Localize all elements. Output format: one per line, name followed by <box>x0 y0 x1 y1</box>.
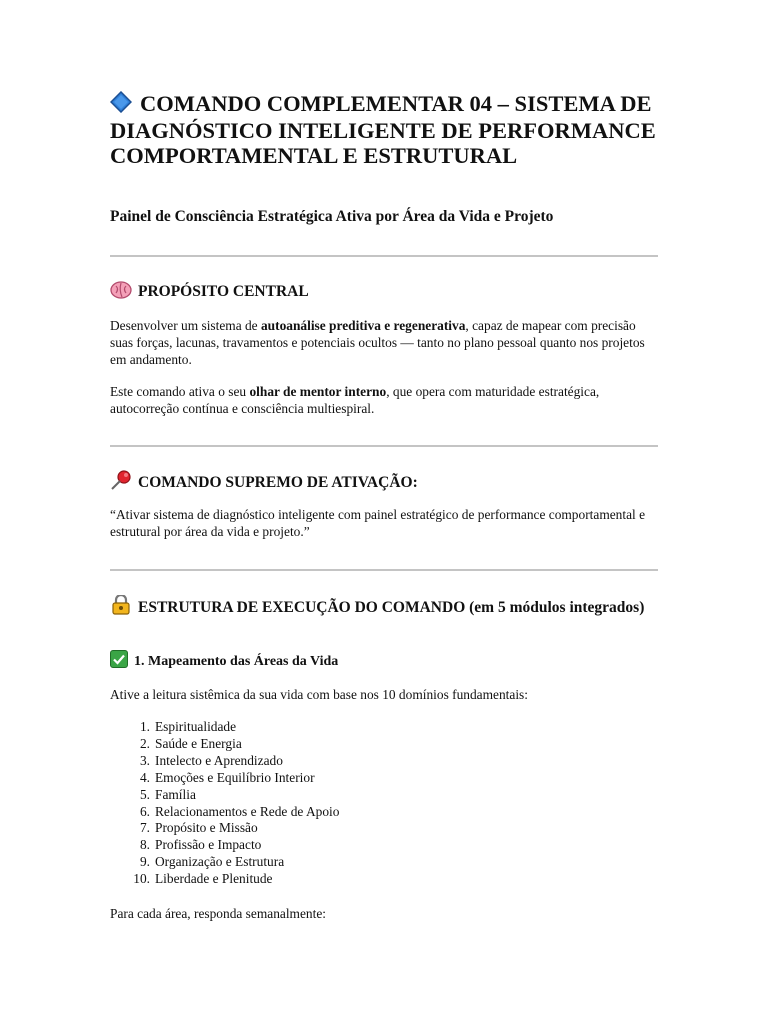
module-1-outro: Para cada área, responda semanalmente: <box>110 906 326 921</box>
list-item: 10. Liberdade e Plenitude <box>133 871 273 887</box>
blue-diamond-icon <box>110 91 132 118</box>
list-item: 9. Organização e Estrutura <box>139 854 285 870</box>
section-heading-proposito: PROPÓSITO CENTRAL <box>110 281 658 304</box>
list-item: 5. Família <box>139 786 196 802</box>
proposito-paragraph-2: Este comando ativa o seu olhar de mentor interno, que opera com maturidade estratégica, autocorreção contínua e consciência multiespiral. <box>110 384 600 416</box>
ativacao-quote: “Ativar sistema de diagnóstico inteligente com painel estratégico de performance comportamental e estrutural por área da vida e projeto.” <box>110 507 646 539</box>
document-subtitle: Painel de Consciência Estratégica Ativa por Área da Vida e Projeto <box>110 208 554 225</box>
list-item: 1. Espiritualidade <box>139 719 237 734</box>
list-item: 2. Saúde e Energia <box>139 735 242 751</box>
pushpin-icon <box>110 470 132 495</box>
list-item: 7. Propósito e Missão <box>139 820 258 836</box>
check-mark-icon <box>110 650 128 674</box>
document-title: COMANDO COMPLEMENTAR 04 – SISTEMA DE DIAGNÓSTICO INTELIGENTE DE PERFORMANCE COMPORTAMENTAL E ESTRUTURAL <box>110 91 656 168</box>
list-item: 3. Intelecto e Aprendizado <box>139 752 283 768</box>
module-1-intro: Ative a leitura sistêmica da sua vida com base nos 10 domínios fundamentais: <box>110 687 528 702</box>
horizontal-divider <box>110 569 658 571</box>
list-item: 6. Relacionamentos e Rede de Apoio <box>139 803 340 819</box>
section-heading-ativacao: COMANDO SUPREMO DE ATIVAÇÃO: <box>110 470 658 495</box>
locked-with-key-icon <box>110 595 132 620</box>
module-heading-1: 1. Mapeamento das Áreas da Vida <box>110 650 338 674</box>
horizontal-divider <box>110 445 658 447</box>
list-item: 4. Emoções e Equilíbrio Interior <box>139 769 315 785</box>
list-item: 8. Profissão e Impacto <box>139 837 262 853</box>
life-areas-list <box>110 719 339 888</box>
section-heading-estrutura: ESTRUTURA DE EXECUÇÃO DO COMANDO (em 5 módulos integrados) <box>110 595 658 620</box>
brain-icon <box>110 281 132 304</box>
proposito-paragraph-1: Desenvolver um sistema de autoanálise preditiva e regenerativa, capaz de mapear com precisão suas forças, lacunas, travamentos e potenciais ocultos — tanto no plano pessoal quanto nos projetos em andamento. <box>110 318 645 367</box>
horizontal-divider <box>110 255 658 257</box>
